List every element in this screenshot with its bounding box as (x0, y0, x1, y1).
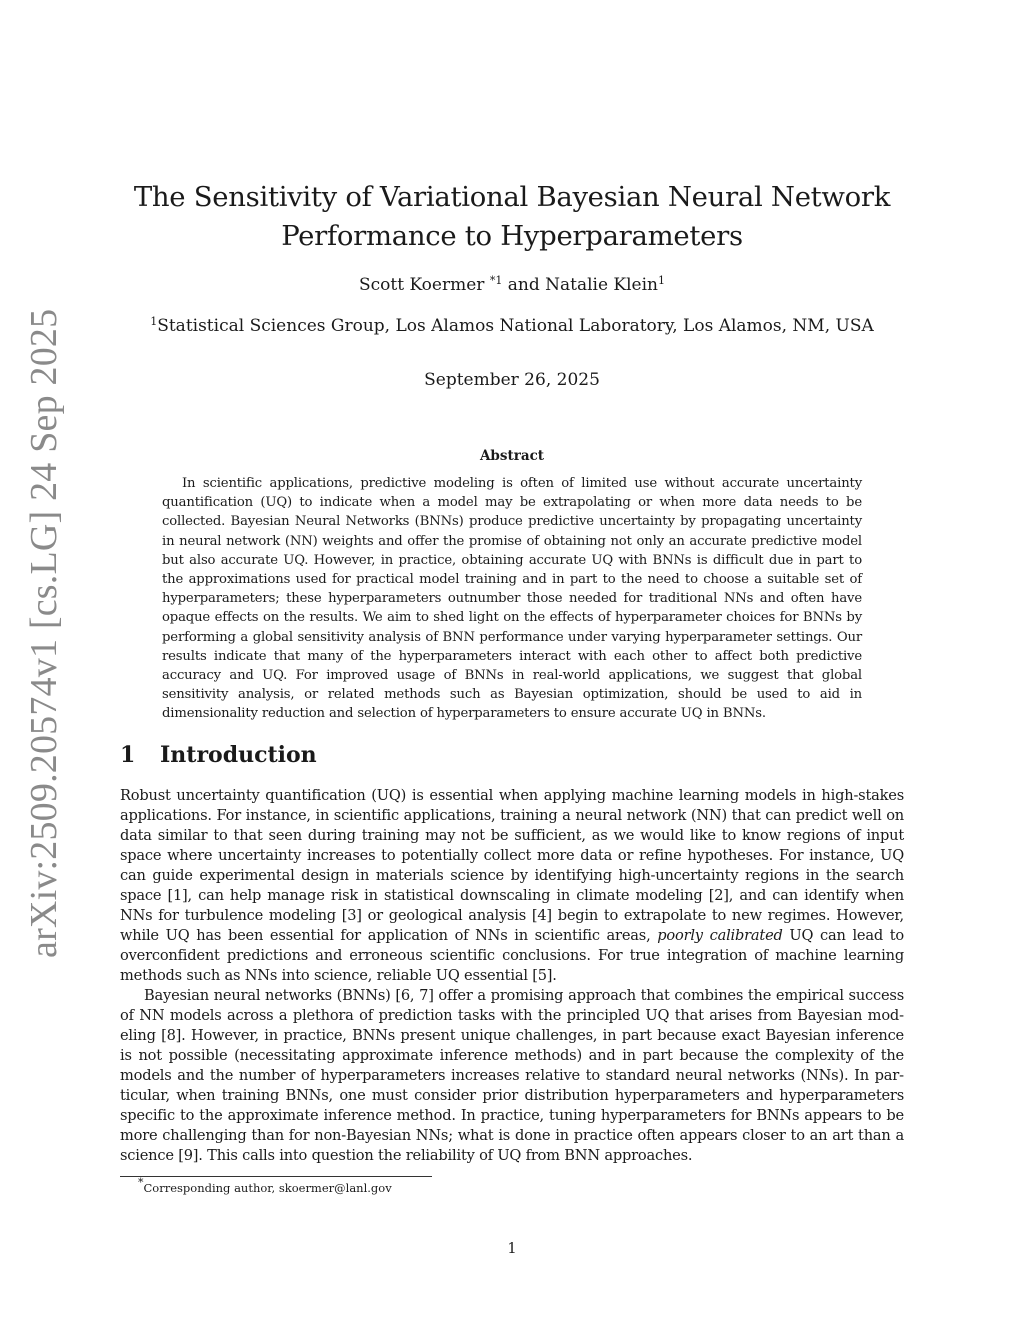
affiliation-text: Statistical Sciences Group, Los Alamos National Laboratory, Los Alamos, NM, USA (157, 316, 874, 336)
footnote-mark: * (138, 1176, 144, 1189)
publication-date: September 26, 2025 (424, 370, 600, 390)
abstract-text: In scientific applications, predictive modeling is often of limited use without accurate uncertainty quantification (UQ) to indicate when a model may be extrapolating or when more data needs to be collected. Bayesian Neural Networks (BNNs) produce predictive uncertainty by propagating uncertainty in neural network (NN) weights and offer the promise of obtaining not only an accurate predictive model but also accurate UQ. However, in practice, obtaining accurate UQ with BNNs is difficult due in part to the approximations used for practical model training and in part to the need to choose a suitable set of hyperparameters; these hyperparameters outnumber those needed for traditional NNs and often have opaque effects on the results. We aim to shed light on the effects of hyperparameter choices for BNNs by performing a global sensitivity analysis of BNN performance under varying hyperparameter settings. Our results indicate that many of the hyperparameters interact with each other to affect both predictive accuracy and UQ. For improved usage of BNNs in real-world applications, we suggest that global sensitivity analysis, or related methods such as Bayesian optimization, should be used to aid in dimensionality reduction and selection of hyperparameters to ensure accurate UQ in BNNs. (162, 476, 862, 722)
body-paragraph: Bayesian neural networks (BNNs) [6, 7] offer a promising approach that combines the empirical success of NN models across a plethora of prediction tasks with the principled UQ that arises from Bayesian modeling [8]. However, in practice, BNNs present unique challenges, in part because exact Bayesian inference is not possible (necessitating approximate inference methods) and in part because the complexity of the models and the number of hyperparameters increases relative to standard neural networks (NNs). In particular, when training BNNs, one must consider prior distribution hyperparameters and hyperparameters specific to the approximate inference method. In practice, tuning hyperparameters for BNNs appears to be more challenging than for non-Bayesian NNs; what is done in practice often appears closer to an art than a science [9]. This calls into question the reliability of UQ from BNN approaches. (120, 987, 904, 1164)
paragraph-text: UQ can lead to overconfident predictions and erroneous scientific conclusions. For true integration of machine learning methods such as NNs into science, reliable UQ essential [5]. (120, 927, 904, 984)
paragraph-text: Robust uncertainty quantification (UQ) is essential when applying machine learning models in high-stakes applications. For instance, in scientific applications, training a neural network (NN) that can predict well on data similar to that seen during training may not be sufficient, as we would like to know regions of input space where uncertainty increases to potentially collect more data or refine hypotheses. For instance, UQ can guide experimental design in materials science by identifying high-uncertainty regions in the search space [1], can help manage risk in statistical downscaling in climate modeling [2], and can identify when NNs for turbulence modeling [3] or geological analysis [4] begin to extrapolate to new regimes. However, while UQ has been essential for application of NNs in scientific areas, (120, 787, 904, 944)
author-affiliation-mark: *1 (489, 274, 503, 287)
body-paragraph (120, 786, 904, 986)
page-number: 1 (507, 1240, 517, 1257)
section-title: Introduction (160, 742, 317, 768)
author-name: Natalie Klein (545, 275, 659, 295)
author-list (130, 273, 894, 297)
section-number: 1 (120, 742, 136, 768)
footnote-text: Corresponding author, skoermer@lanl.gov (143, 1181, 392, 1195)
section-heading (120, 741, 317, 769)
author-name: Scott Koermer (358, 275, 485, 295)
abstract-heading: Abstract (479, 448, 545, 464)
footnote (138, 1176, 392, 1196)
author-conjunction: and (507, 275, 540, 295)
emphasized-text: poorly calibrated (657, 927, 783, 944)
arxiv-identifier-stamp[interactable]: arXiv:2509.20574v1 [cs.LG] 24 Sep 2025 (23, 308, 65, 958)
paper-title (130, 178, 894, 256)
affiliation (110, 314, 914, 338)
title-line-2: Performance to Hyperparameters (281, 220, 743, 252)
author-affiliation-mark: 1 (658, 274, 666, 287)
footnote-divider (120, 1176, 432, 1177)
affiliation-mark: 1 (150, 315, 158, 328)
title-line-1: The Sensitivity of Variational Bayesian Neural Network (133, 181, 891, 213)
